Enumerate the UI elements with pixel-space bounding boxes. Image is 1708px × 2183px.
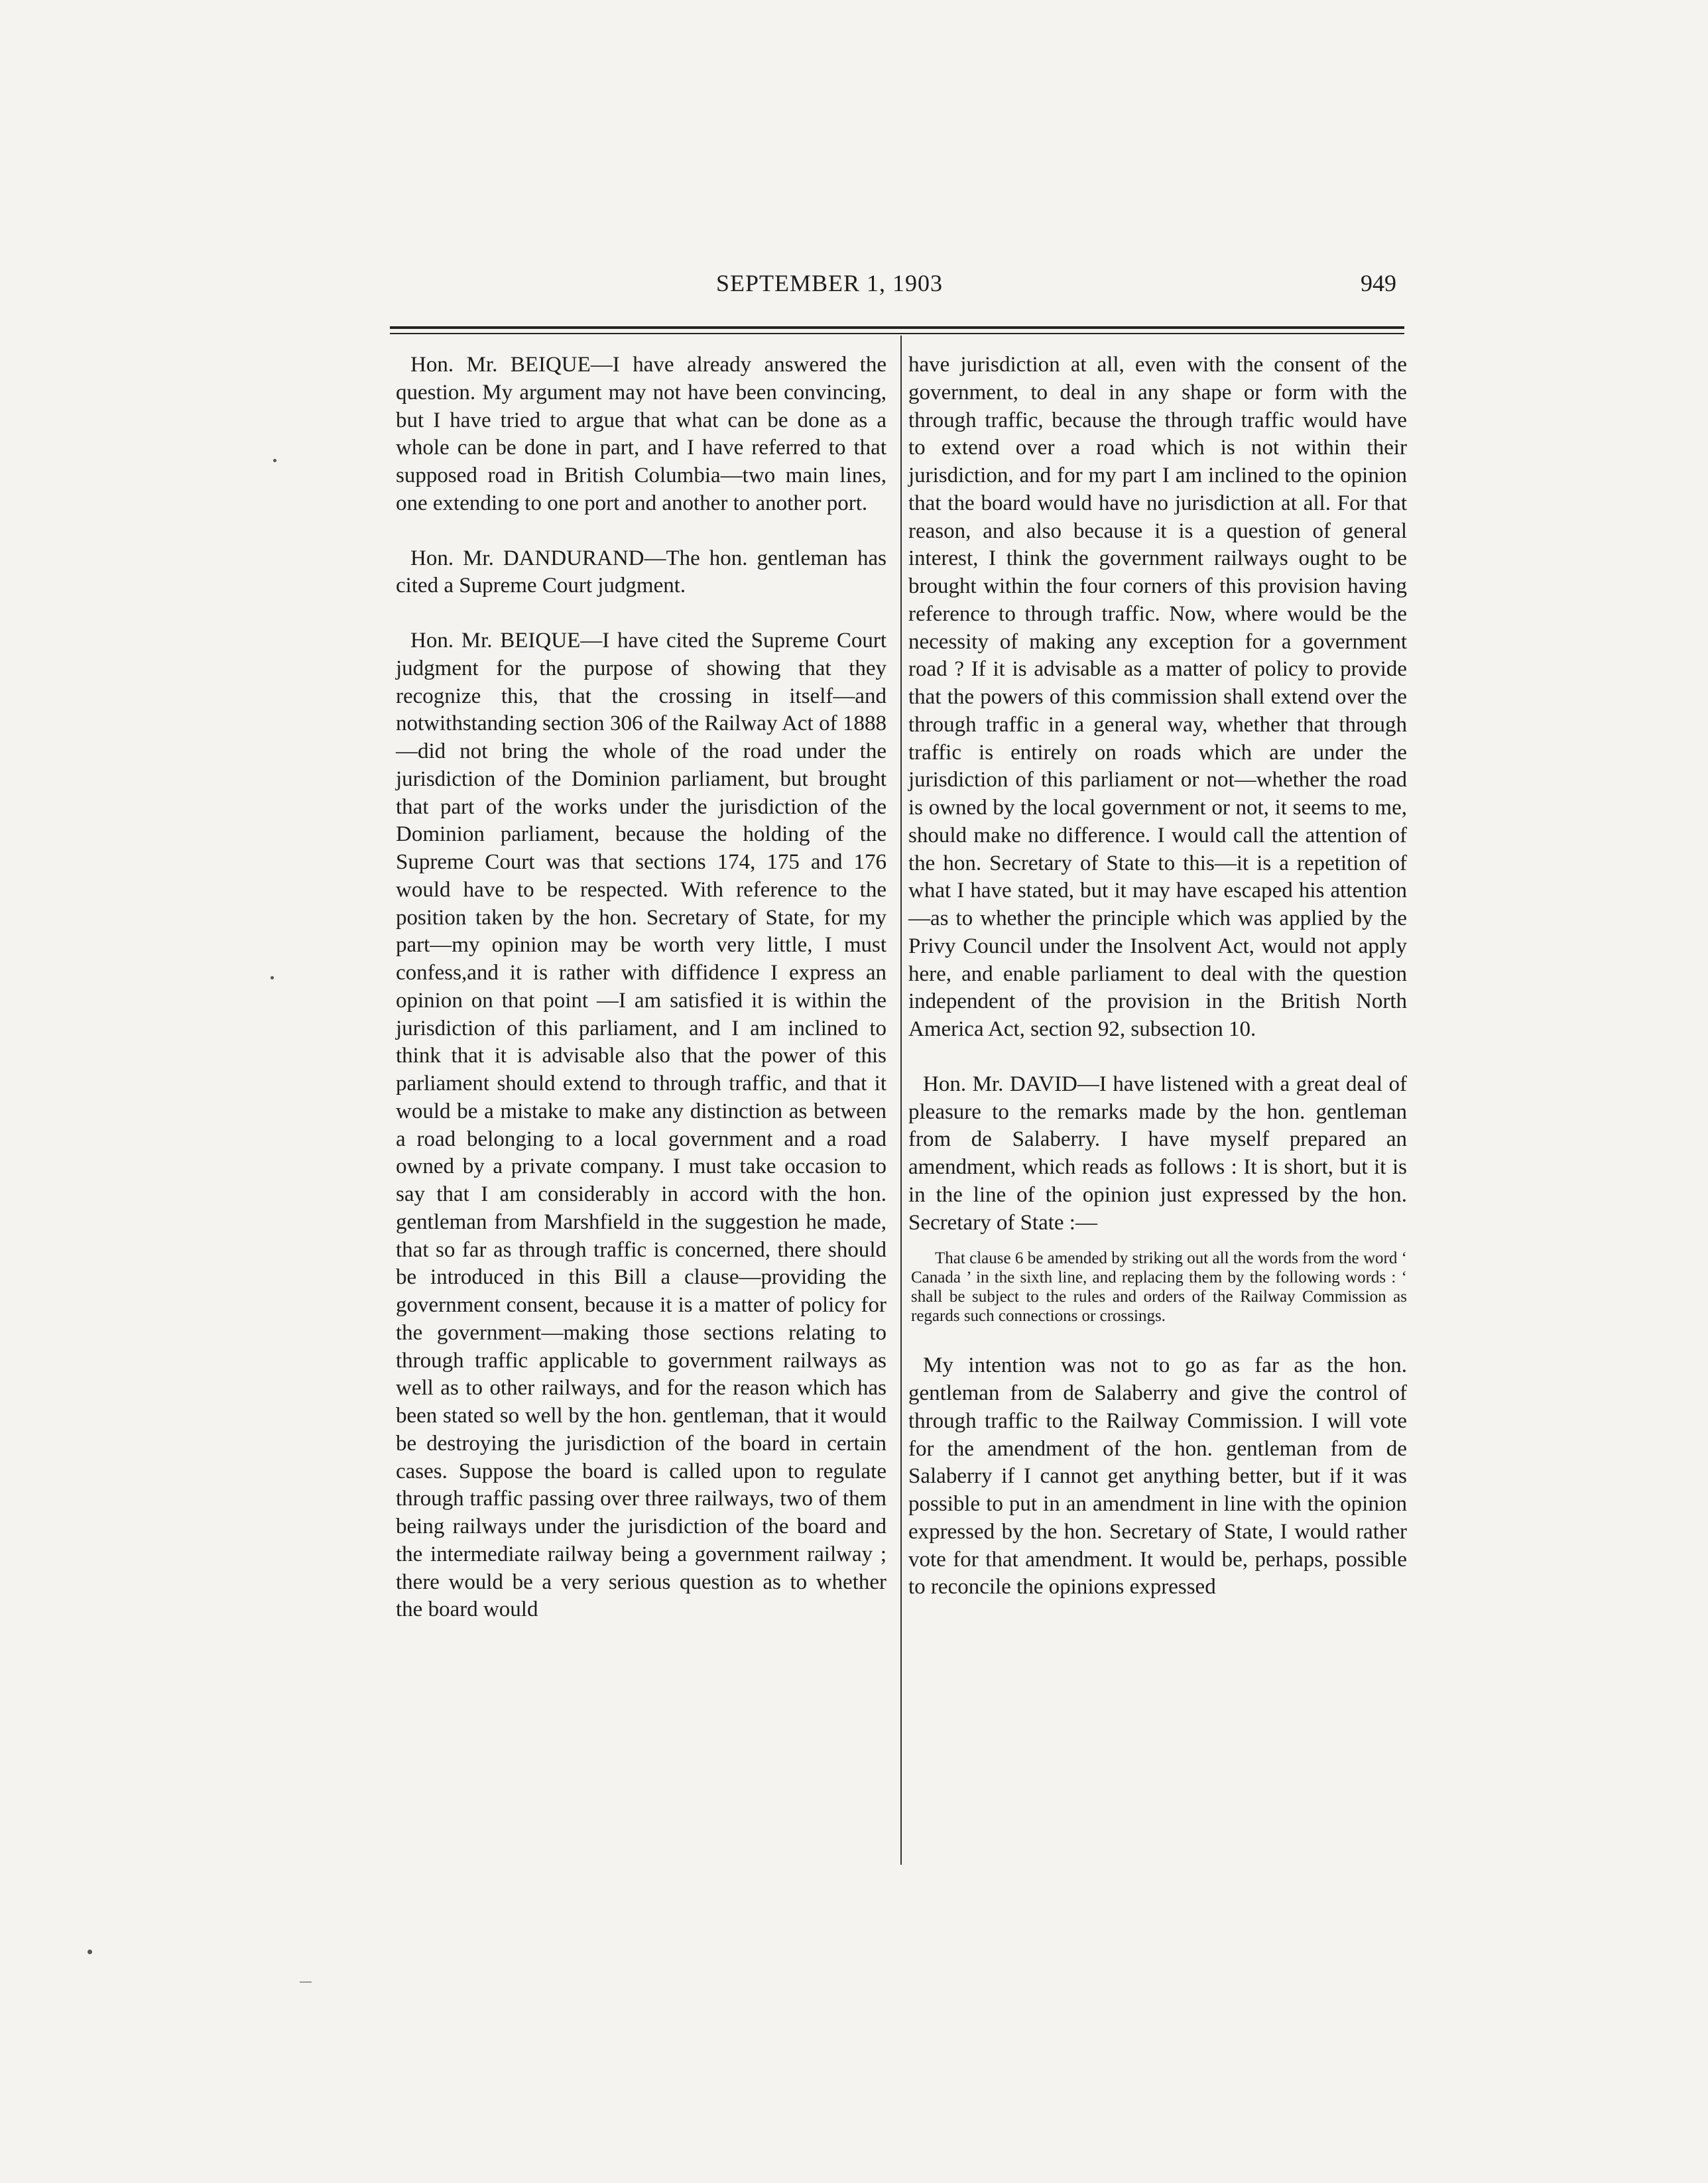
- scan-speck: [300, 1981, 312, 1983]
- paragraph-beique-2: Hon. Mr. BEIQUE—I have cited the Supreme Court judgment for the purpose of showing that they recognize this, that the crossing in itself—and notwithstanding section 306 of the Railway Act of 1888—did not bring the whole of the road under the jurisdiction of the Dominion parliament, but brought that part of the works under the jurisdiction of the Dominion parliament, because the holding of the Supreme Court was that sections 174, 175 and 176 would have to be respected. With reference to the position taken by the hon. Secretary of State, for my part—my opinion may be worth very little, I must confess,and it is rather with diffidence I express an opinion on that point —I am satisfied it is within the jurisdiction of this parliament, and I am inclined to think that it is advisable also that the power of this parliament should extend to through traffic, and that it would be a mistake to make any distinction as between a road belonging to a local government and a road owned by a private company. I must take occasion to say that I am considerably in accord with the hon. gentleman from Marshfield in the suggestion he made, that so far as through traffic is concerned, there should be introduced in this Bill a clause—providing the government consent, because it is a matter of policy for the government—making those sections relating to through traffic applicable to government railways as well as to other railways, and for the reason which has been stated so well by the hon. gentleman, that it would be destroying the jurisdiction of the board in certain cases. Suppose the board is called upon to regulate through traffic passing over three railways, two of them being railways under the jurisdiction of the board and the intermediate railway being a government railway ; there would be a very serious question as to whether the board would: [396, 629, 886, 1622]
- paragraph-david: Hon. Mr. DAVID—I have listened with a great deal of pleasure to the remarks made by the hon. gentleman from de Salaberry. I have myself prepared an amendment, which reads as follows : It is short, but it is in the line of the opinion just expressed by the hon. Secretary of State :—: [908, 1072, 1407, 1235]
- header-rule-thin: [390, 333, 1404, 334]
- scan-speck: [271, 976, 274, 979]
- paragraph-continuation: have jurisdiction at all, even with the consent of the government, to deal in any shape or form with the through traffic, because the through traffic would have to extend over a road which is not within their jurisdiction, and for my part I am inclined to the opinion that the board would have no jurisdiction at all. For that reason, and also because it is a question of general interest, I think the government railways ought to be brought within the four corners of this provision having reference to through traffic. Now, where would be the necessity of making any exception for a government road ? If it is advisable as a matter of policy to provide that the powers of this commission shall extend over the through traffic in a general way, whether that through traffic is entirely on roads which are under the jurisdiction of this parliament or not—whether the road is owned by the local government or not, it seems to me, should make no difference. I would call the attention of the hon. Secretary of State to this—it is a repetition of what I have stated, but it may have escaped his attention—as to whether the principle which was applied by the Privy Council under the Insolvent Act, would not apply here, and enable parliament to deal with the question independent of the provision in the British North America Act, section 92, subsection 10.: [908, 353, 1407, 1041]
- paragraph-david-continued: My intention was not to go as far as the hon. gentleman from de Salaberry and give the control of through traffic to the Railway Commission. I will vote for the amendment of the hon. gentleman from de Salaberry if I cannot get anything better, but if it was possible to put in an amendment in line with the opinion expressed by the hon. Secretary of State, I would rather vote for that amendment. It would be, perhaps, possible to reconcile the opinions expressed: [908, 1353, 1407, 1599]
- column-divider: [900, 336, 902, 1865]
- paragraph-dandurand: Hon. Mr. DANDURAND—The hon. gentleman has cited a Supreme Court judgment.: [396, 546, 886, 598]
- header-rule-thick: [390, 326, 1404, 329]
- scan-speck: [88, 1950, 92, 1954]
- paragraph-beique-1: Hon. Mr. BEIQUE—I have already answered the question. My argument may not have been convincing, but I have tried to argue that what can be done as a whole can be done in part, and I have referred to that supposed road in British Columbia—two main lines, one extending to one port and another to another port.: [396, 353, 886, 515]
- amendment-quote: That clause 6 be amended by striking out all the words from the word ‘ Canada ’ in the sixth line, and replacing them by the following words : ‘ shall be subject to the rules and orders of the Railway Commission as regards such connections or crossings.: [911, 1249, 1407, 1326]
- left-column: [396, 351, 886, 1624]
- right-column: [908, 351, 1407, 1601]
- page-number: 949: [1361, 270, 1396, 296]
- page-header-date: SEPTEMBER 1, 1903: [716, 270, 944, 296]
- scan-speck: [273, 459, 276, 462]
